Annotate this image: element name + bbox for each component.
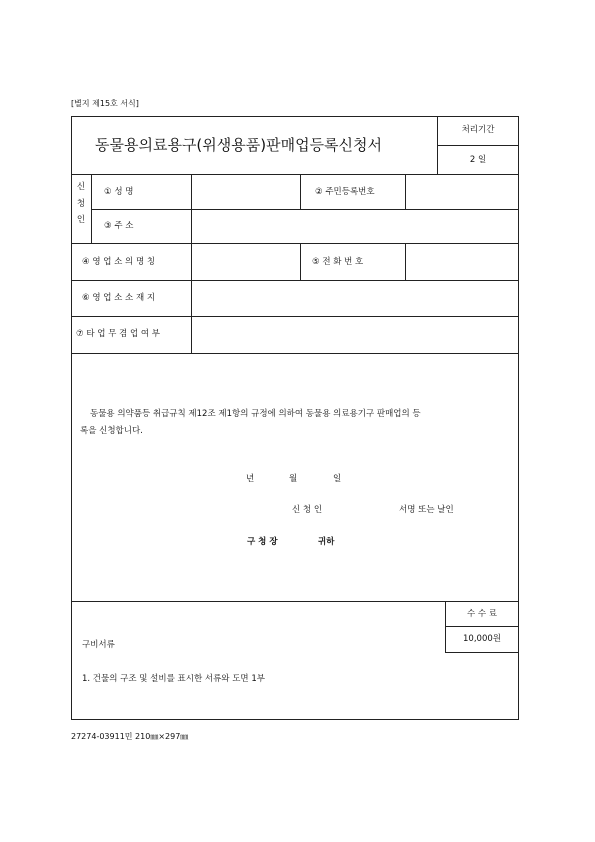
declaration-line-1: 동물용 의약품등 취급규칙 제12조 제1항의 규정에 의하여 동물용 의료용기구 판매업의 등 [90, 409, 421, 419]
fee-value: 10,000원 [463, 634, 501, 644]
applicant-group-label: 신 청 인 [76, 182, 86, 225]
business-location-label: ⑥ 영 업 소 소 재 지 [82, 293, 156, 303]
form-code: 27274-03911민 210㎜×297㎜ [71, 732, 189, 741]
honorific: 귀하 [318, 537, 335, 547]
processing-period-label: 처리기간 [461, 125, 495, 135]
applicant-label: 신 청 인 [292, 505, 323, 515]
date-month: 월 [289, 474, 298, 484]
address-label: ③ 주 소 [104, 221, 134, 231]
required-document-item-1: 1. 건물의 구조 및 설비를 표시한 서류와 도면 1부 [82, 674, 265, 684]
addressee: 구 청 장 [247, 537, 278, 547]
date-day: 일 [333, 474, 342, 484]
name-label: ① 성 명 [104, 187, 134, 197]
form-reference: [별지 제15호 서식] [71, 99, 139, 108]
business-name-label: ④ 영 업 소 의 명 칭 [82, 257, 156, 267]
date-year: 년 [246, 474, 255, 484]
declaration-line-2: 록을 신청합니다. [80, 426, 143, 436]
other-business-label: ⑦ 타 업 무 겸 업 여 부 [76, 329, 161, 339]
resident-number-label: ② 주민등록번호 [315, 187, 375, 197]
signature-label: 서명 또는 날인 [399, 505, 454, 515]
processing-period-value: 2 일 [469, 155, 487, 165]
form-title: 동물용의료용구(위생용품)판매업등록신청서 [95, 136, 383, 154]
fee-label: 수 수 료 [466, 609, 498, 619]
phone-label: ⑤ 전 화 번 호 [312, 257, 364, 267]
required-documents-label: 구비서류 [82, 640, 115, 650]
